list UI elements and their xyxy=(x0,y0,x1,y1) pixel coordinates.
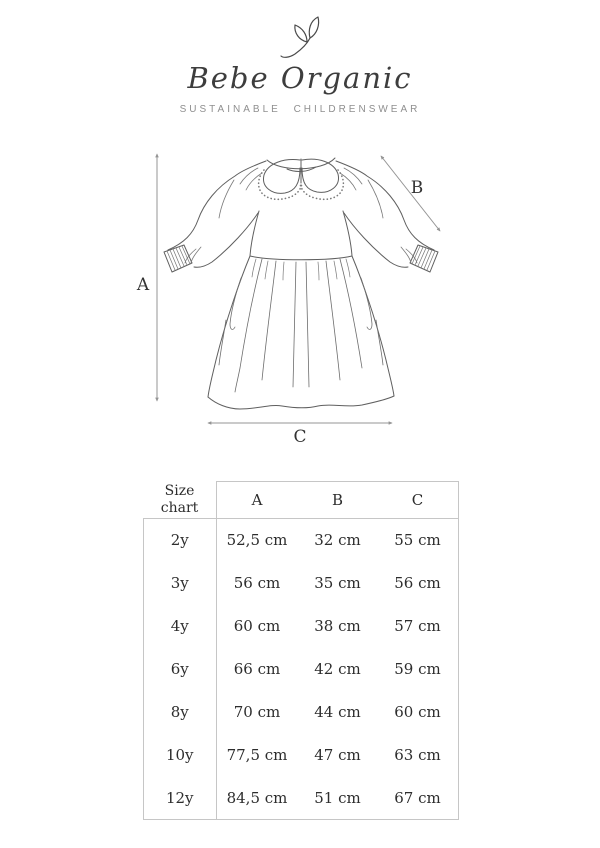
measure-c-value: 60 cm xyxy=(378,691,459,734)
column-header-b: B xyxy=(298,482,378,519)
measurement-label-a: A xyxy=(136,275,150,295)
size-chart-section xyxy=(143,481,459,820)
measure-c-value: 57 cm xyxy=(378,605,459,648)
measure-b-value: 32 cm xyxy=(314,531,361,550)
size-row-2y xyxy=(144,519,459,562)
brand-name: Bebe Organic xyxy=(187,61,413,95)
measure-b-value: 38 cm xyxy=(314,617,361,635)
size-label: 6y xyxy=(144,648,217,691)
brand-tagline: SUSTAINABLE CHILDRENSWEAR xyxy=(179,103,421,115)
measurement-label-b: B xyxy=(410,178,424,198)
measure-a-value: 70 cm xyxy=(216,691,298,734)
measure-b-value: 47 cm xyxy=(314,746,361,764)
size-label: 12y xyxy=(144,777,217,820)
dress-measurement-diagram xyxy=(0,140,600,462)
size-label: 3y xyxy=(144,562,217,605)
size-chart-table xyxy=(143,481,459,820)
dress-drawing xyxy=(164,158,438,409)
measure-c-value: 63 cm xyxy=(378,734,459,777)
size-label: 2y xyxy=(144,519,217,562)
size-chart-title-cell xyxy=(144,482,217,519)
measure-c-value: 56 cm xyxy=(378,562,459,605)
measure-b-value: 35 cm xyxy=(314,574,361,592)
size-chart-title-line1: Size xyxy=(164,483,195,500)
size-label: 8y xyxy=(144,691,217,734)
size-chart-header-row xyxy=(144,482,459,519)
size-chart-title-line2: chart xyxy=(160,499,199,516)
size-row-4y xyxy=(144,605,459,648)
measure-c-value: 67 cm xyxy=(378,777,459,820)
size-row-10y xyxy=(144,734,459,777)
column-header-c: C xyxy=(378,482,459,519)
measure-c-value: 55 cm xyxy=(378,519,459,562)
size-row-6y xyxy=(144,648,459,691)
measure-b-value: 44 cm xyxy=(314,703,361,721)
measure-a-value: 77,5 cm xyxy=(216,734,298,777)
measurement-label-c: C xyxy=(293,427,307,447)
branch-leaf-icon xyxy=(277,14,323,61)
measure-b-value: 51 cm xyxy=(298,777,378,820)
measure-c-value: 59 cm xyxy=(378,648,459,691)
size-row-3y xyxy=(144,562,459,605)
measure-b-value: 42 cm xyxy=(314,660,361,678)
measure-a-value: 52,5 cm xyxy=(216,519,298,562)
size-label: 4y xyxy=(144,605,217,648)
measure-a-value: 60 cm xyxy=(216,605,298,648)
size-row-12y xyxy=(144,777,459,820)
size-label: 10y xyxy=(144,734,217,777)
measure-a-value: 56 cm xyxy=(216,562,298,605)
column-header-a: A xyxy=(216,482,298,519)
measure-a-value: 84,5 cm xyxy=(216,777,298,820)
brand-logo xyxy=(0,14,600,115)
size-row-8y xyxy=(144,691,459,734)
measure-a-value: 66 cm xyxy=(216,648,298,691)
